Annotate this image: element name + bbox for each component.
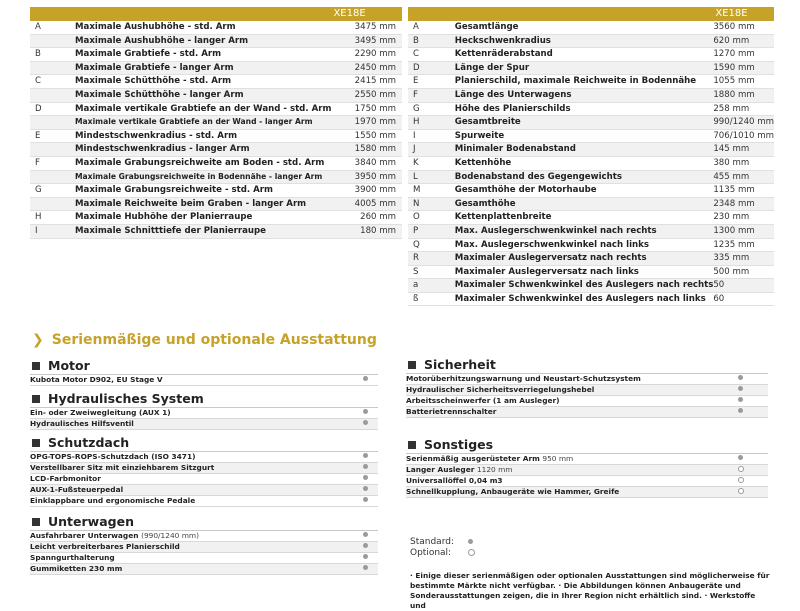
row-label: Max. Auslegerschwenkwinkel nach links xyxy=(455,238,714,252)
row-code: I xyxy=(30,224,75,238)
square-bullet-icon xyxy=(32,395,40,403)
row-value: 60 xyxy=(713,292,774,306)
legend-optional: Optional: xyxy=(410,548,475,559)
row-value: 1970 mm xyxy=(331,116,402,130)
row-label: Kettenplattenbreite xyxy=(455,211,714,225)
list-item xyxy=(30,474,378,485)
row-code: D xyxy=(408,61,455,75)
list-item xyxy=(30,496,378,507)
item-label: Langer Ausleger xyxy=(406,465,475,474)
item-label: Leicht verbreiterbares Planierschild xyxy=(30,542,180,551)
empty-circle-icon xyxy=(738,466,744,472)
row-code: J xyxy=(408,143,455,157)
table-row xyxy=(30,48,402,62)
row-code: Q xyxy=(408,238,455,252)
table-row xyxy=(408,265,774,279)
row-label: Maximale Schütthöhe - langer Arm xyxy=(75,88,331,102)
row-label: Maximaler Auslegerversatz nach rechts xyxy=(455,252,714,266)
equipment-section-title: ❯ Serienmäßige und optionale Ausstattung xyxy=(32,332,377,348)
row-code: F xyxy=(30,156,75,170)
table-row xyxy=(408,34,774,48)
row-label: Kettenhöhe xyxy=(455,156,714,170)
list-item xyxy=(30,419,378,430)
row-label: Maximaler Schwenkwinkel des Auslegers nach rechts xyxy=(455,279,714,293)
group-title: Schutzdach xyxy=(30,434,378,451)
table-row xyxy=(30,156,402,170)
table-row xyxy=(30,197,402,211)
row-value: 455 mm xyxy=(713,170,774,184)
row-label: Maximaler Auslegerversatz nach links xyxy=(455,265,714,279)
row-value: 2348 mm xyxy=(713,197,774,211)
row-code: R xyxy=(408,252,455,266)
filled-circle-icon xyxy=(363,532,368,537)
table-row xyxy=(408,238,774,252)
filled-circle-icon xyxy=(738,455,743,460)
item-label: Arbeitsscheinwerfer (1 am Ausleger) xyxy=(406,396,560,405)
row-code: G xyxy=(30,184,75,198)
filled-circle-icon xyxy=(468,539,473,544)
row-code: C xyxy=(30,75,75,89)
row-value: 3900 mm xyxy=(331,184,402,198)
square-bullet-icon xyxy=(32,439,40,447)
legend-standard: Standard: xyxy=(410,537,475,548)
row-label: Kettenräderabstand xyxy=(455,48,714,62)
row-label: Maximale Grabungsreichweite in Bodennähe - langer Arm xyxy=(75,170,331,184)
row-code: M xyxy=(408,184,455,198)
equipment-unterwagen xyxy=(30,513,378,575)
square-bullet-icon xyxy=(408,441,416,449)
filled-circle-icon xyxy=(363,497,368,502)
row-value: 180 mm xyxy=(331,224,402,238)
table-row xyxy=(408,156,774,170)
row-label: Maximaler Schwenkwinkel des Auslegers nach links xyxy=(455,292,714,306)
filled-circle-icon xyxy=(363,543,368,548)
row-label: Planierschild, maximale Reichweite in Bodennähe xyxy=(455,75,714,89)
empty-circle-icon xyxy=(738,488,744,494)
equipment-sonstiges xyxy=(406,436,768,498)
row-label: Maximale Hubhöhe der Planierraupe xyxy=(75,211,331,225)
list-item xyxy=(406,385,768,396)
table-row xyxy=(30,184,402,198)
item-label: Spanngurthalterung xyxy=(30,553,115,562)
filled-circle-icon xyxy=(363,376,368,381)
table-row xyxy=(30,211,402,225)
item-label: AUX-1-Fußsteuerpedal xyxy=(30,485,124,494)
row-label: Maximale vertikale Grabtiefe an der Wand - std. Arm xyxy=(75,102,331,116)
filled-circle-icon xyxy=(363,475,368,480)
row-value: 3495 mm xyxy=(331,34,402,48)
item-label: Universallöffel 0,04 m3 xyxy=(406,476,503,485)
table-row xyxy=(408,224,774,238)
table-row xyxy=(408,197,774,211)
row-label: Maximale Grabtiefe - langer Arm xyxy=(75,61,331,75)
table-row xyxy=(30,170,402,184)
equipment-sicherheit xyxy=(406,356,768,418)
row-value: 1580 mm xyxy=(331,143,402,157)
list-item xyxy=(406,396,768,407)
row-label: Maximale Schnitttiefe der Planierraupe xyxy=(75,224,331,238)
row-label: Spurweite xyxy=(455,129,714,143)
row-value: 3950 mm xyxy=(331,170,402,184)
row-value: 335 mm xyxy=(713,252,774,266)
table-row xyxy=(30,224,402,238)
model-name: XE18E xyxy=(713,7,774,21)
row-label: Länge der Spur xyxy=(455,61,714,75)
row-code: B xyxy=(408,34,455,48)
filled-circle-icon xyxy=(363,453,368,458)
empty-circle-icon xyxy=(738,477,744,483)
list-item xyxy=(406,407,768,418)
row-label: Maximale Aushubhöhe - langer Arm xyxy=(75,34,331,48)
item-label: Ausfahrbarer Unterwagen xyxy=(30,531,139,540)
row-label: Bodenabstand des Gegengewichts xyxy=(455,170,714,184)
table-row xyxy=(408,21,774,34)
item-label: Batterietrennschalter xyxy=(406,407,497,416)
list-item xyxy=(30,542,378,553)
row-code xyxy=(30,116,75,130)
equipment-hydraulik xyxy=(30,390,378,430)
row-value: 3475 mm xyxy=(331,21,402,34)
list-item xyxy=(30,452,378,463)
item-label: Hydraulischer Sicherheitsverriegelungshebel xyxy=(406,385,595,394)
row-value: 258 mm xyxy=(713,102,774,116)
equipment-schutzdach xyxy=(30,434,378,507)
row-value: 500 mm xyxy=(713,265,774,279)
row-value: 1880 mm xyxy=(713,88,774,102)
row-code: K xyxy=(408,156,455,170)
row-code: S xyxy=(408,265,455,279)
row-code xyxy=(30,170,75,184)
row-value: 2415 mm xyxy=(331,75,402,89)
dimensions-table-left xyxy=(30,7,402,239)
row-code xyxy=(30,88,75,102)
table-row xyxy=(408,252,774,266)
filled-circle-icon xyxy=(738,375,743,380)
row-code: a xyxy=(408,279,455,293)
row-code: A xyxy=(408,21,455,34)
table-row xyxy=(408,75,774,89)
square-bullet-icon xyxy=(408,361,416,369)
item-label: OPG-TOPS-ROPS-Schutzdach (ISO 3471) xyxy=(30,452,196,461)
list-item xyxy=(30,553,378,564)
empty-circle-icon xyxy=(468,549,475,556)
filled-circle-icon xyxy=(363,409,368,414)
table-row xyxy=(408,102,774,116)
row-label: Maximale vertikale Grabtiefe an der Wand - langer Arm xyxy=(75,116,331,130)
table-row xyxy=(408,129,774,143)
row-code: E xyxy=(408,75,455,89)
table-row xyxy=(30,21,402,34)
row-code: O xyxy=(408,211,455,225)
table-row xyxy=(30,102,402,116)
list-item xyxy=(406,465,768,476)
row-label: Minimaler Bodenabstand xyxy=(455,143,714,157)
filled-circle-icon xyxy=(363,420,368,425)
list-item xyxy=(30,564,378,575)
row-label: Mindestschwenkradius - std. Arm xyxy=(75,129,331,143)
row-label: Länge des Unterwagens xyxy=(455,88,714,102)
square-bullet-icon xyxy=(32,362,40,370)
list-item xyxy=(406,454,768,465)
table-row xyxy=(30,75,402,89)
row-code: C xyxy=(408,48,455,62)
square-bullet-icon xyxy=(32,518,40,526)
group-title: Unterwagen xyxy=(30,513,378,530)
row-value: 1550 mm xyxy=(331,129,402,143)
list-item xyxy=(30,375,378,386)
filled-circle-icon xyxy=(363,486,368,491)
row-value: 260 mm xyxy=(331,211,402,225)
row-code: ß xyxy=(408,292,455,306)
row-code: G xyxy=(408,102,455,116)
item-label: Kubota Motor D902, EU Stage V xyxy=(30,375,163,384)
group-title: Sonstiges xyxy=(406,436,768,453)
item-label: Einklappbare und ergonomische Pedale xyxy=(30,496,196,505)
filled-circle-icon xyxy=(363,554,368,559)
list-item xyxy=(406,476,768,487)
list-item xyxy=(30,463,378,474)
filled-circle-icon xyxy=(738,408,743,413)
table-row xyxy=(408,184,774,198)
chevron-right-icon: ❯ xyxy=(32,332,44,348)
table-header xyxy=(30,7,402,21)
list-item xyxy=(406,487,768,498)
item-label: Hydraulisches Hilfsventil xyxy=(30,419,134,428)
row-value: 3840 mm xyxy=(331,156,402,170)
row-label: Maximale Grabungsreichweite am Boden - std. Arm xyxy=(75,156,331,170)
filled-circle-icon xyxy=(363,464,368,469)
table-row xyxy=(408,279,774,293)
row-value: 1135 mm xyxy=(713,184,774,198)
item-label: Ein- oder Zweiwegleitung (AUX 1) xyxy=(30,408,171,417)
row-value: 50 xyxy=(713,279,774,293)
table-row xyxy=(408,211,774,225)
group-title: Motor xyxy=(30,357,378,374)
legend xyxy=(410,537,475,559)
table-row xyxy=(30,88,402,102)
row-value: 230 mm xyxy=(713,211,774,225)
row-code: E xyxy=(30,129,75,143)
table-row xyxy=(408,116,774,130)
row-value: 2550 mm xyxy=(331,88,402,102)
row-code: D xyxy=(30,102,75,116)
row-value: 380 mm xyxy=(713,156,774,170)
row-label: Max. Auslegerschwenkwinkel nach rechts xyxy=(455,224,714,238)
model-name: XE18E xyxy=(331,7,402,21)
item-label: Motorüberhitzungswarnung und Neustart-Schutzsystem xyxy=(406,374,641,383)
item-label: Verstellbarer Sitz mit einziehbarem Sitzgurt xyxy=(30,463,215,472)
item-label: Schnellkupplung, Anbaugeräte wie Hammer, Greife xyxy=(406,487,620,496)
table-row xyxy=(408,48,774,62)
row-value: 1750 mm xyxy=(331,102,402,116)
row-value: 4005 mm xyxy=(331,197,402,211)
row-label: Mindestschwenkradius - langer Arm xyxy=(75,143,331,157)
row-label: Maximale Schütthöhe - std. Arm xyxy=(75,75,331,89)
item-label: Serienmäßig ausgerüsteter Arm xyxy=(406,454,540,463)
row-label: Gesamthöhe xyxy=(455,197,714,211)
row-code: B xyxy=(30,48,75,62)
row-label: Maximale Reichweite beim Graben - langer Arm xyxy=(75,197,331,211)
table-row xyxy=(408,61,774,75)
row-code: L xyxy=(408,170,455,184)
row-code: A xyxy=(30,21,75,34)
filled-circle-icon xyxy=(738,386,743,391)
equipment-motor xyxy=(30,357,378,386)
item-label: Gummiketten 230 mm xyxy=(30,564,123,573)
group-title: Hydraulisches System xyxy=(30,390,378,407)
row-value: 990/1240 mm xyxy=(713,116,774,130)
row-code: P xyxy=(408,224,455,238)
table-row xyxy=(408,88,774,102)
row-label: Maximale Grabtiefe - std. Arm xyxy=(75,48,331,62)
row-code: N xyxy=(408,197,455,211)
row-code xyxy=(30,61,75,75)
row-code: H xyxy=(30,211,75,225)
row-label: Maximale Grabungsreichweite - std. Arm xyxy=(75,184,331,198)
row-value: 1590 mm xyxy=(713,61,774,75)
table-row xyxy=(408,292,774,306)
row-value: 1055 mm xyxy=(713,75,774,89)
filled-circle-icon xyxy=(738,397,743,402)
row-label: Gesamtbreite xyxy=(455,116,714,130)
table-row xyxy=(30,61,402,75)
table-row xyxy=(30,129,402,143)
row-code: F xyxy=(408,88,455,102)
row-label: Maximale Aushubhöhe - std. Arm xyxy=(75,21,331,34)
list-item xyxy=(30,408,378,419)
row-value: 2290 mm xyxy=(331,48,402,62)
item-detail: (990/1240 mm) xyxy=(141,531,199,540)
row-code xyxy=(30,143,75,157)
table-row xyxy=(30,116,402,130)
table-header xyxy=(408,7,774,21)
row-label: Gesamtlänge xyxy=(455,21,714,34)
row-label: Gesamthöhe der Motorhaube xyxy=(455,184,714,198)
list-item xyxy=(406,374,768,385)
table-row xyxy=(30,34,402,48)
item-detail: 950 mm xyxy=(542,454,574,463)
row-value: 145 mm xyxy=(713,143,774,157)
table-row xyxy=(408,143,774,157)
list-item xyxy=(30,485,378,496)
row-code: H xyxy=(408,116,455,130)
item-label: LCD-Farbmonitor xyxy=(30,474,101,483)
row-code: I xyxy=(408,129,455,143)
dimensions-table-right xyxy=(408,7,774,306)
row-value: 3560 mm xyxy=(713,21,774,34)
row-value: 1270 mm xyxy=(713,48,774,62)
footnote: · Einige dieser serienmäßigen oder optionalen Ausstattungen sind möglicherweise für bestimmte Märkte nicht verfügbar. · Die Abbildungen können Anbaugeräte und Sonderausstattungen zeigen, die in Ihrer Region nicht erhältlich sind. · Werkstoffe und xyxy=(410,571,770,610)
filled-circle-icon xyxy=(363,565,368,570)
list-item xyxy=(30,531,378,542)
row-value: 1235 mm xyxy=(713,238,774,252)
row-label: Heckschwenkradius xyxy=(455,34,714,48)
row-value: 2450 mm xyxy=(331,61,402,75)
group-title: Sicherheit xyxy=(406,356,768,373)
row-value: 1300 mm xyxy=(713,224,774,238)
row-label: Höhe des Planierschilds xyxy=(455,102,714,116)
row-value: 620 mm xyxy=(713,34,774,48)
table-row xyxy=(408,170,774,184)
table-row xyxy=(30,143,402,157)
row-value: 706/1010 mm xyxy=(713,129,774,143)
row-code xyxy=(30,197,75,211)
item-detail: 1120 mm xyxy=(476,465,513,474)
row-code xyxy=(30,34,75,48)
